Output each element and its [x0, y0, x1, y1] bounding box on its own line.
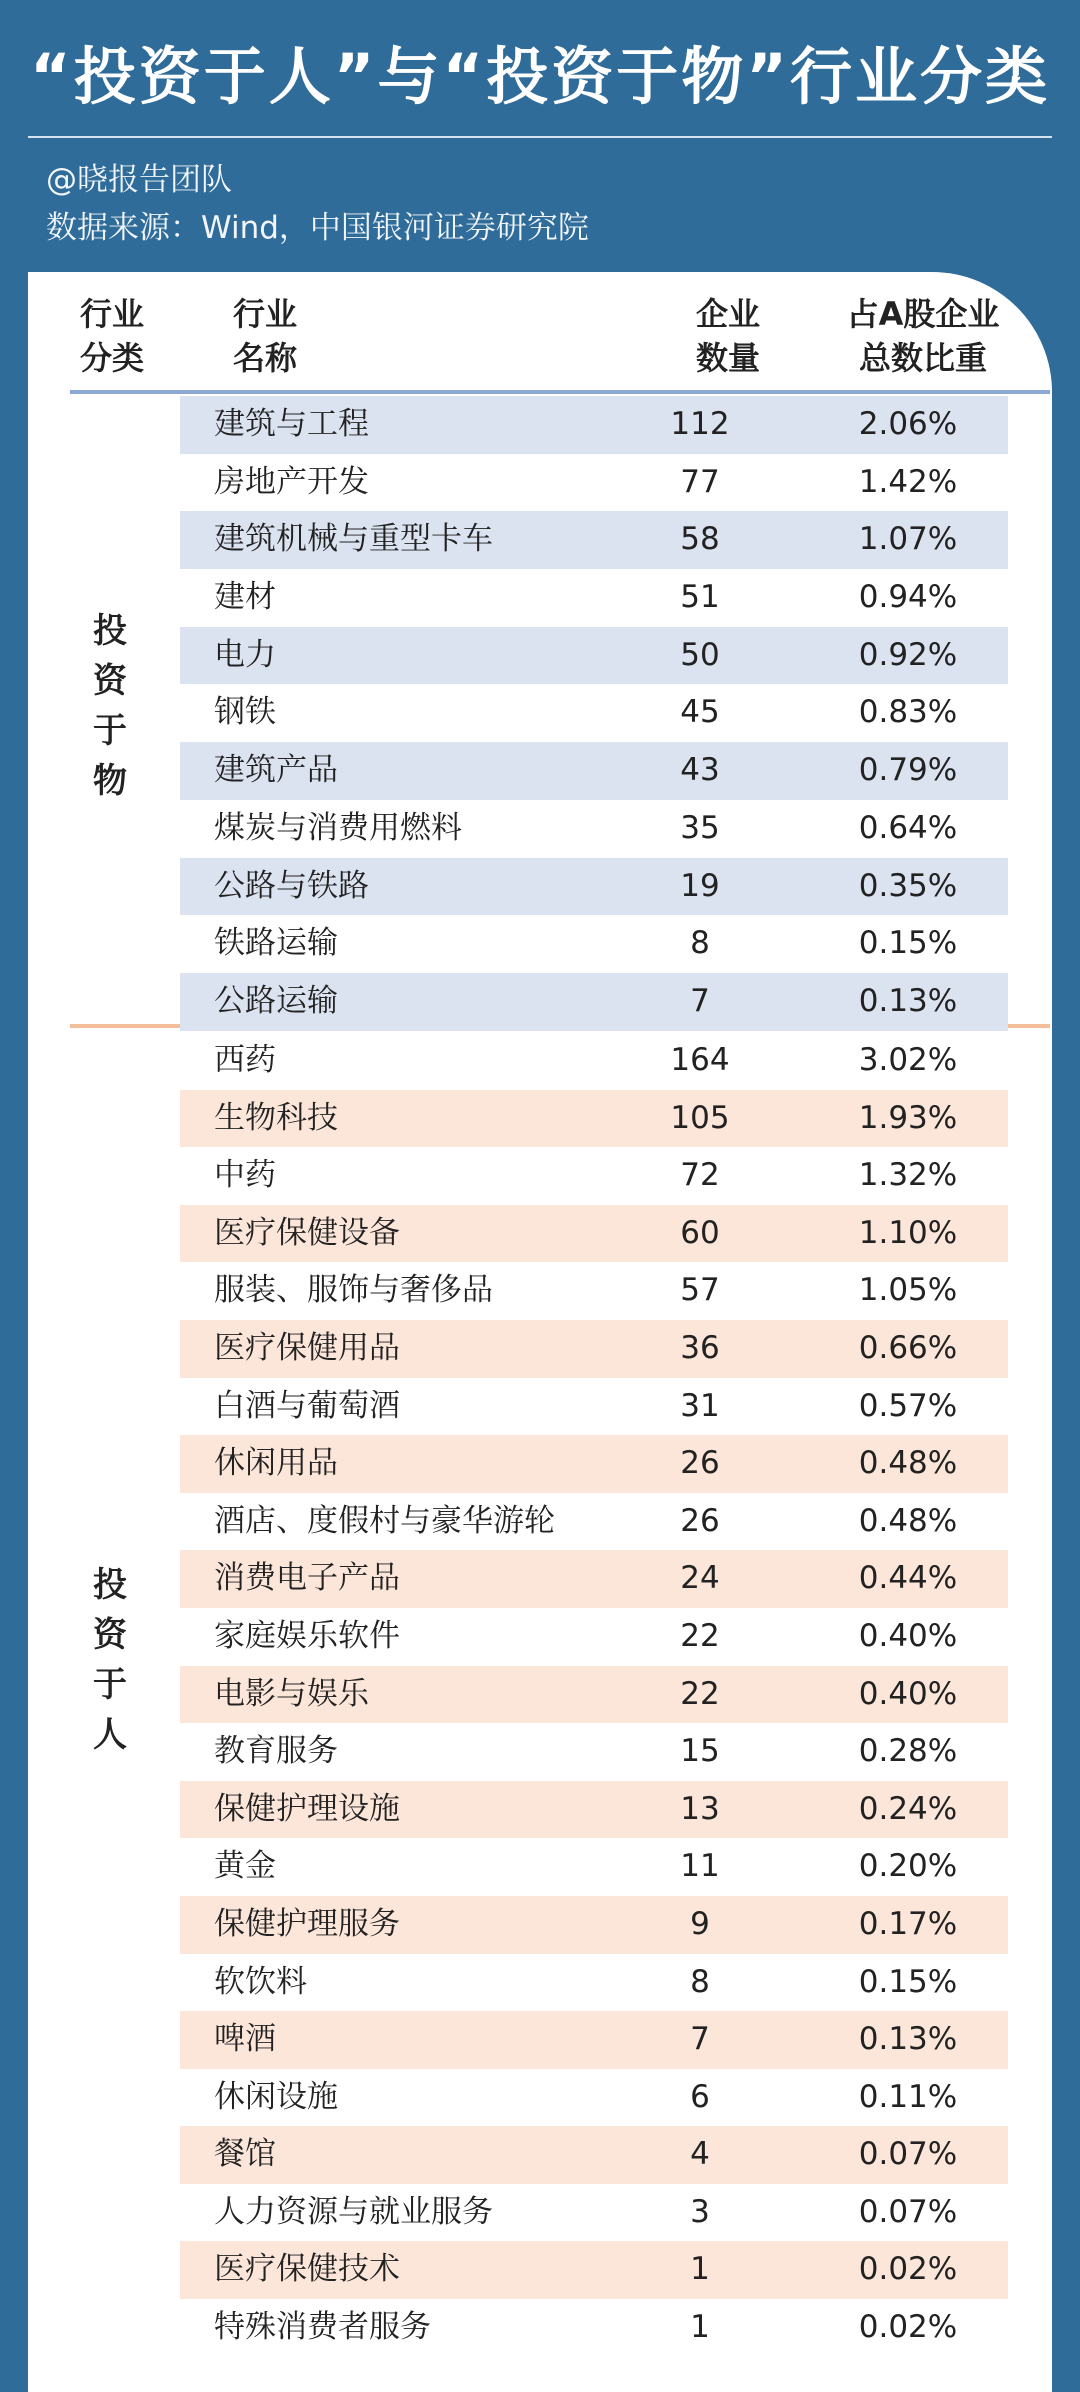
category-label-invest-in-people	[80, 1560, 140, 1760]
share-cell: 0.28%	[858, 1733, 958, 1770]
share-cell: 0.35%	[858, 867, 958, 904]
share-cell: 2.06%	[858, 406, 958, 442]
industry-name-cell: 建筑机械与重型卡车	[214, 521, 493, 558]
company-count-cell: 26	[680, 1445, 720, 1482]
industry-name-cell: 电影与娱乐	[214, 1675, 369, 1712]
share-cell: 0.57%	[858, 1387, 958, 1424]
share-cell: 0.92%	[858, 636, 958, 673]
share-cell: 0.15%	[858, 925, 958, 962]
header-share	[808, 292, 1038, 402]
share-cell: 0.83%	[858, 694, 958, 731]
table-row	[180, 2299, 1008, 2357]
share-cell: 0.40%	[858, 1675, 958, 1712]
header-count-line1: 企业	[695, 295, 760, 333]
table-row	[180, 973, 1008, 1031]
header-category-line1: 行业	[80, 295, 145, 333]
table-row	[180, 684, 1008, 742]
table-row	[180, 1262, 1008, 1320]
header-industry-line2: 名称	[233, 339, 298, 377]
industry-name-cell: 家庭娱乐软件	[214, 1617, 400, 1654]
industry-name-cell: 建筑产品	[214, 752, 338, 789]
industry-name-cell: 铁路运输	[214, 925, 338, 962]
group-divider-things	[70, 390, 1050, 394]
industry-name-cell: 公路运输	[214, 982, 338, 1019]
company-count-cell: 26	[680, 1502, 720, 1539]
table-row	[180, 1781, 1008, 1839]
company-count-cell: 15	[680, 1733, 720, 1770]
category-char: 资	[93, 1615, 127, 1655]
category-char: 投	[93, 1565, 127, 1605]
industry-name-cell: 休闲用品	[214, 1445, 338, 1482]
table-row	[180, 2069, 1008, 2127]
company-count-cell: 1	[690, 2309, 710, 2346]
table-row	[180, 627, 1008, 685]
share-cell: 1.42%	[858, 463, 958, 500]
industry-name-cell: 建材	[214, 579, 276, 616]
share-cell: 0.79%	[858, 752, 958, 789]
share-cell: 0.17%	[858, 1905, 958, 1942]
invest-in-people-rows	[180, 1032, 1008, 2357]
industry-name-cell: 服装、服饰与奢侈品	[214, 1272, 493, 1309]
share-cell: 0.20%	[858, 1848, 958, 1885]
company-count-cell: 1	[690, 2251, 710, 2288]
table-row	[180, 1896, 1008, 1954]
author-credit: @晓报告团队	[46, 162, 232, 198]
share-cell: 1.32%	[858, 1157, 958, 1194]
industry-name-cell: 人力资源与就业服务	[214, 2193, 493, 2230]
company-count-cell: 105	[670, 1099, 730, 1136]
share-cell: 0.64%	[858, 809, 958, 846]
industry-name-cell: 啤酒	[214, 2021, 276, 2058]
share-cell: 0.48%	[858, 1502, 958, 1539]
industry-name-cell: 酒店、度假村与豪华游轮	[214, 1502, 555, 1539]
title-divider	[28, 136, 1052, 138]
industry-name-cell: 特殊消费者服务	[214, 2309, 431, 2346]
table-row	[180, 1666, 1008, 1724]
company-count-cell: 19	[680, 867, 720, 904]
table-row	[180, 1205, 1008, 1263]
industry-name-cell: 黄金	[214, 1848, 276, 1885]
category-char: 物	[93, 761, 127, 801]
table-row	[180, 742, 1008, 800]
category-label-invest-in-things	[80, 606, 140, 806]
header-company-count	[668, 292, 788, 402]
header-category	[80, 292, 190, 402]
company-count-cell: 50	[680, 636, 720, 673]
share-cell: 0.66%	[858, 1329, 958, 1366]
share-cell: 0.94%	[858, 579, 958, 616]
share-cell: 0.40%	[858, 1617, 958, 1654]
share-cell: 0.11%	[858, 2078, 958, 2115]
table-row	[180, 454, 1008, 512]
table-row	[180, 1954, 1008, 2012]
company-count-cell: 35	[680, 809, 720, 846]
company-count-cell: 57	[680, 1272, 720, 1309]
table-row	[180, 1090, 1008, 1148]
company-count-cell: 9	[690, 1905, 710, 1942]
industry-name-cell: 医疗保健技术	[214, 2251, 400, 2288]
company-count-cell: 22	[680, 1617, 720, 1654]
industry-name-cell: 生物科技	[214, 1099, 338, 1136]
company-count-cell: 22	[680, 1675, 720, 1712]
industry-name-cell: 消费电子产品	[214, 1560, 400, 1597]
company-count-cell: 45	[680, 694, 720, 731]
category-char: 人	[93, 1715, 127, 1755]
industry-name-cell: 中药	[214, 1157, 276, 1194]
company-count-cell: 11	[680, 1848, 720, 1885]
share-cell: 1.07%	[858, 521, 958, 558]
company-count-cell: 13	[680, 1790, 720, 1827]
category-char: 于	[93, 711, 127, 751]
industry-name-cell: 西药	[214, 1042, 276, 1078]
company-count-cell: 24	[680, 1560, 720, 1597]
header-industry-line1: 行业	[233, 295, 298, 333]
company-count-cell: 72	[680, 1157, 720, 1194]
company-count-cell: 43	[680, 752, 720, 789]
industry-name-cell: 保健护理服务	[214, 1905, 400, 1942]
company-count-cell: 7	[690, 982, 710, 1019]
share-cell: 1.05%	[858, 1272, 958, 1309]
table-row	[180, 2184, 1008, 2242]
industry-name-cell: 电力	[214, 636, 276, 673]
company-count-cell: 3	[690, 2193, 710, 2230]
header-count-line2: 数量	[695, 339, 760, 377]
header-share-line2: 总数比重	[858, 339, 987, 377]
share-cell: 0.07%	[858, 2193, 958, 2230]
table-row	[180, 858, 1008, 916]
table-row	[180, 1378, 1008, 1436]
share-cell: 0.02%	[858, 2251, 958, 2288]
share-cell: 1.10%	[858, 1214, 958, 1251]
table-row	[180, 1608, 1008, 1666]
share-cell: 1.93%	[858, 1099, 958, 1136]
company-count-cell: 51	[680, 579, 720, 616]
table-row	[180, 1838, 1008, 1896]
table-row	[180, 569, 1008, 627]
industry-name-cell: 公路与铁路	[214, 867, 369, 904]
industry-name-cell: 休闲设施	[214, 2078, 338, 2115]
share-cell: 0.02%	[858, 2309, 958, 2346]
industry-name-cell: 医疗保健用品	[214, 1329, 400, 1366]
company-count-cell: 36	[680, 1329, 720, 1366]
table-row	[180, 1320, 1008, 1378]
company-count-cell: 4	[690, 2136, 710, 2173]
category-char: 于	[93, 1665, 127, 1705]
category-char: 投	[93, 611, 127, 651]
company-count-cell: 6	[690, 2078, 710, 2115]
header-share-line1: 占A股企业	[846, 295, 1000, 333]
invest-in-things-rows	[180, 396, 1008, 1031]
industry-name-cell: 钢铁	[214, 694, 276, 731]
share-cell: 0.13%	[858, 2021, 958, 2058]
industry-name-cell: 建筑与工程	[214, 406, 369, 442]
header-category-line2: 分类	[80, 339, 145, 377]
table-row	[180, 2011, 1008, 2069]
industry-name-cell: 教育服务	[214, 1733, 338, 1770]
company-count-cell: 7	[690, 2021, 710, 2058]
table-row	[180, 1032, 1008, 1090]
company-count-cell: 77	[680, 463, 720, 500]
share-cell: 0.44%	[858, 1560, 958, 1597]
table-row	[180, 1723, 1008, 1781]
industry-name-cell: 软饮料	[214, 1963, 307, 2000]
table-row	[180, 2241, 1008, 2299]
industry-table-card	[28, 272, 1052, 2392]
company-count-cell: 8	[690, 1963, 710, 2000]
industry-name-cell: 保健护理设施	[214, 1790, 400, 1827]
table-row	[180, 1147, 1008, 1205]
company-count-cell: 8	[690, 925, 710, 962]
share-cell: 0.48%	[858, 1445, 958, 1482]
share-cell: 0.24%	[858, 1790, 958, 1827]
industry-name-cell: 煤炭与消费用燃料	[214, 809, 462, 846]
industry-name-cell: 餐馆	[214, 2136, 276, 2173]
table-row	[180, 915, 1008, 973]
company-count-cell: 31	[680, 1387, 720, 1424]
table-row	[180, 511, 1008, 569]
table-row	[180, 1435, 1008, 1493]
company-count-cell: 164	[670, 1042, 730, 1078]
share-cell: 3.02%	[858, 1042, 958, 1078]
industry-name-cell: 房地产开发	[214, 463, 369, 500]
share-cell: 0.15%	[858, 1963, 958, 2000]
industry-name-cell: 医疗保健设备	[214, 1214, 400, 1251]
company-count-cell: 58	[680, 521, 720, 558]
share-cell: 0.13%	[858, 982, 958, 1019]
industry-name-cell: 白酒与葡萄酒	[214, 1387, 400, 1424]
page-title: “投资于人”与“投资于物”行业分类	[30, 40, 1050, 113]
company-count-cell: 112	[670, 406, 730, 442]
table-row	[180, 396, 1008, 454]
table-row	[180, 2126, 1008, 2184]
table-row	[180, 1493, 1008, 1551]
company-count-cell: 60	[680, 1214, 720, 1251]
category-char: 资	[93, 661, 127, 701]
data-source: 数据来源：Wind，中国银河证券研究院	[46, 210, 589, 246]
header-industry-name	[233, 292, 533, 402]
table-row	[180, 1550, 1008, 1608]
share-cell: 0.07%	[858, 2136, 958, 2173]
table-row	[180, 800, 1008, 858]
